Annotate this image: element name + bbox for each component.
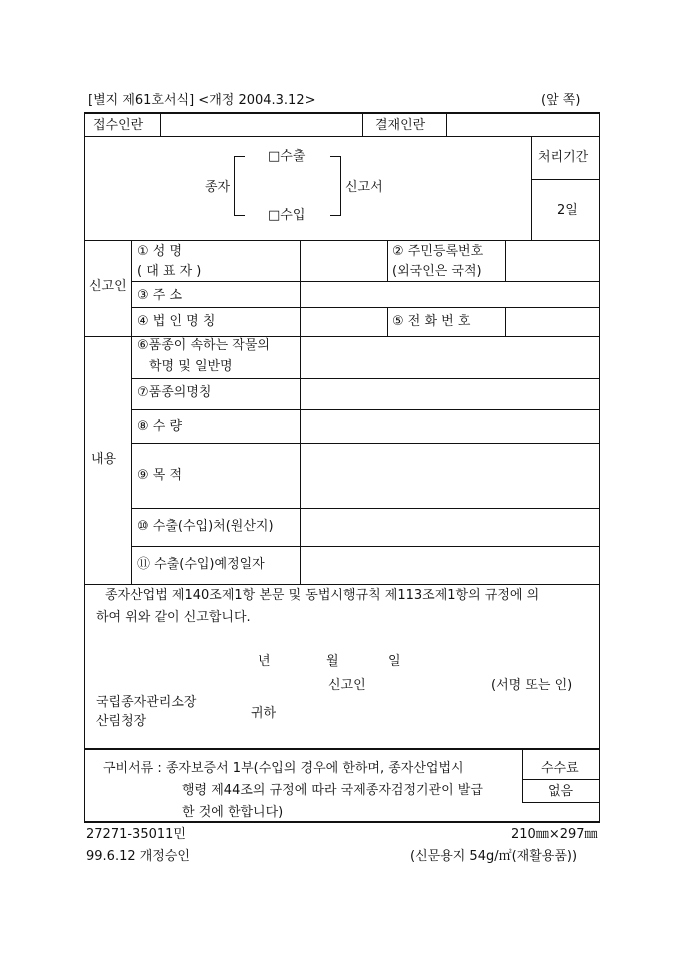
divider [362, 113, 363, 137]
declarant-label: 신고인 [328, 678, 366, 693]
border-top [84, 112, 600, 114]
border-left [84, 112, 85, 823]
scheduled-date-label: ⑪ 수출(수입)예정일자 [137, 557, 265, 572]
border-right [599, 112, 600, 823]
form-number: [별지 제61호서식] <개정 2004.3.12> [88, 93, 316, 108]
date-month: 월 [326, 654, 339, 669]
signature-label: (서명 또는 인) [491, 678, 573, 693]
left-bracket [234, 156, 245, 216]
divider [131, 443, 600, 444]
applicant-section-label: 신고인 [89, 279, 127, 294]
content-section-label: 내용 [91, 452, 117, 467]
divider [522, 802, 600, 803]
declaration-text-line2: 하여 위와 같이 신고합니다. [96, 610, 251, 625]
paper-type: (신문용지 54g/㎡(재활용품)) [410, 849, 578, 864]
divider [505, 241, 506, 281]
title-suffix: 신고서 [345, 180, 383, 195]
required-docs-line1: 구비서류 : 종자보증서 1부(수입의 경우에 한하며, 종자산업법시 [103, 761, 464, 776]
divider [522, 779, 600, 780]
phone-label: ⑤ 전 화 번 호 [392, 314, 471, 329]
date-year: 년 [258, 654, 271, 669]
rrn-label: ② 주민등록번호 [392, 244, 484, 259]
border-bottom [84, 821, 600, 823]
divider [446, 113, 447, 137]
right-bracket [330, 156, 341, 216]
divider [131, 378, 600, 379]
divider [131, 241, 132, 337]
divider [131, 337, 132, 585]
fee-value: 없음 [548, 784, 574, 799]
divider [387, 241, 388, 281]
processing-period-value: 2일 [557, 203, 578, 218]
divider [84, 136, 600, 137]
required-docs-line2: 행령 제44조의 규정에 따라 국제종자검정기관이 발급 [182, 783, 483, 798]
name-label: ① 성 명 [137, 244, 183, 259]
divider [531, 179, 600, 180]
divider [84, 584, 600, 585]
paper-size: 210㎜×297㎜ [511, 827, 598, 842]
variety-name-label: ⑦품종의명칭 [137, 385, 212, 400]
import-checkbox[interactable]: □수입 [268, 208, 306, 223]
divider [387, 308, 388, 337]
divider [84, 240, 600, 241]
divider [131, 281, 600, 282]
divider [160, 113, 161, 137]
representative-label: ( 대 표 자 ) [137, 264, 202, 279]
quantity-label: ⑧ 수 량 [137, 419, 183, 434]
page-side: (앞 쪽) [541, 93, 581, 108]
crop-name-label-line1: ⑥품종이 속하는 작물의 [137, 338, 270, 353]
divider [531, 137, 532, 241]
form-code: 27271-35011민 [86, 827, 186, 842]
crop-name-label-line2: 학명 및 일반명 [149, 359, 233, 374]
required-docs-line3: 한 것에 한합니다) [182, 805, 284, 820]
rrn-sublabel: (외국인은 국적) [392, 264, 482, 279]
origin-label: ⑩ 수출(수입)처(원산지) [137, 519, 274, 534]
addressee-2: 산림청장 [96, 714, 147, 729]
processing-period-label: 처리기간 [538, 150, 589, 165]
fee-label: 수수료 [541, 761, 579, 776]
addressee-1: 국립종자관리소장 [96, 695, 197, 710]
export-checkbox[interactable]: □수출 [268, 149, 306, 164]
approval-date: 99.6.12 개정승인 [86, 849, 190, 864]
honorific: 귀하 [251, 706, 277, 721]
declaration-text-line1: 종자산업법 제140조제1항 본문 및 동법시행규칙 제113조제1항의 규정에 의 [105, 588, 540, 603]
divider [131, 546, 600, 547]
divider [131, 307, 600, 308]
purpose-label: ⑨ 목 적 [137, 468, 183, 483]
address-label: ③ 주 소 [137, 288, 183, 303]
received-stamp-label: 접수인란 [93, 118, 144, 133]
divider [300, 241, 301, 337]
date-day: 일 [388, 654, 401, 669]
approval-stamp-label: 결재인란 [375, 118, 426, 133]
divider [505, 308, 506, 337]
title-prefix: 종자 [205, 180, 231, 195]
divider [300, 337, 301, 585]
divider [131, 409, 600, 410]
corporation-name-label: ④ 법 인 명 칭 [137, 314, 216, 329]
divider [84, 336, 600, 337]
divider [522, 750, 523, 803]
divider [131, 508, 600, 509]
